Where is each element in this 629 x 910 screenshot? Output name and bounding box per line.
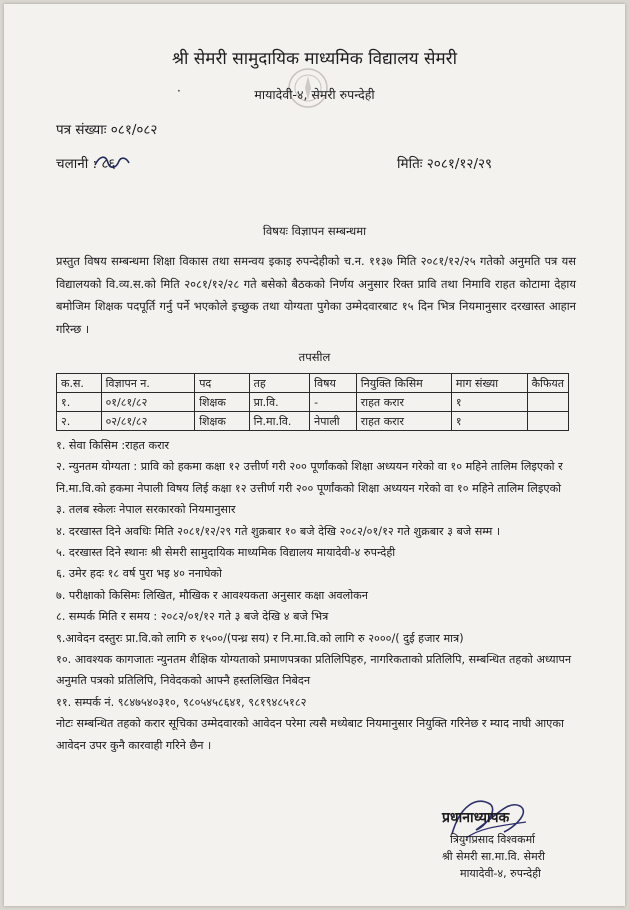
table-cell	[527, 412, 568, 431]
school-name: श्री सेमरी सामुदायिक माध्यमिक विद्यालय सेमरी	[171, 49, 458, 69]
header-sn: क.स.	[57, 374, 102, 393]
condition-item: ८. सम्पर्क मिति र समय : २०८२/०१/१२ गते ३ बजे देखि ४ बजे भित्र	[56, 610, 329, 624]
header-subject: विषय	[310, 374, 357, 393]
table-cell: प्रा.वि.	[249, 393, 310, 412]
body-paragraph: प्रस्तुत विषय सम्बन्धमा शिक्षा विकास तथा समन्वय इकाइ रुपन्देहीको च.न. ११३७ मिति २०८१/१२/२५ गतेको अनुमति पत्र यस विद्यालयको वि.व्य.स.को मिति २०८१/१२/२८ गते बसेको बैठकको निर्णय अनुसार रिक्त प्रावि तथा निमावि राहत कोटामा देहाय बमोजिम शिक्षक पदपूर्ति गर्नु पर्ने भएकोले इच्छुक तथा योग्यता पुगेका उम्मेदवारबाट १५ दिन भित्र नियमानुसार दरखास्त आहान गरिन्छ ।	[56, 254, 576, 336]
subject-line: विषयः विज्ञापन सम्बन्धमा	[262, 224, 367, 238]
table-row	[57, 393, 569, 412]
condition-item: १. सेवा किसिम :राहत करार	[56, 439, 170, 452]
condition-item: ५. दरखास्त दिने स्थानः श्री सेमरी सामुदायिक माध्यमिक विद्यालय मायादेवी-४ रुपन्देही	[56, 546, 396, 560]
header-demand-count: माग संख्या	[451, 374, 527, 393]
table-cell: २.	[57, 412, 102, 431]
condition-item: ४. दरखास्त दिने अवधिः मिति २०८१/१२/२९ गते शुक्रबार १० बजे देखि २०८२/०१/१२ गते शुक्रबार ३ बजे सम्म ।	[56, 524, 501, 538]
table-row	[57, 412, 569, 431]
signature-title: प्रधानाध्यापक	[442, 810, 510, 826]
table-cell: राहत करार	[356, 393, 451, 412]
header-appointment-type: नियुक्ति किसिम	[356, 374, 451, 393]
condition-item: ९.आवेदन दस्तुरः प्रा.वि.को लागि रु १५००/(पन्ध्र सय) र नि.मा.वि.को लागि रु २०००/( दुई हजार मात्र)	[56, 631, 464, 645]
signatory-name: त्रियुगप्रसाद विश्वकर्मा	[450, 833, 536, 846]
table-cell: १.	[57, 393, 102, 412]
table-cell	[527, 393, 568, 412]
table-cell: शिक्षक	[195, 412, 249, 431]
signature-school: श्री सेमरी सा.मा.वि. सेमरी	[442, 850, 546, 863]
dispatch-number: चलानी : ८६	[56, 156, 116, 172]
condition-item: ७. परीक्षाको किसिमः लिखित, मौखिक र आवश्यकता अनुसार कक्षा अवलोकन	[56, 588, 368, 602]
handwritten-mark	[92, 151, 132, 173]
reference-number: पत्र संख्याः ०८१/०८२	[56, 122, 158, 138]
table-cell: -	[310, 393, 357, 412]
condition-item: ३. तलब स्केलः नेपाल सरकारको नियमानुसार	[56, 503, 236, 517]
condition-item: २. न्युनतम योग्यता : प्रावि को हकमा कक्षा १२ उत्तीर्ण गरी २०० पूर्णांकको शिक्षा अध्ययन गरेको वा १० महिने तालिम लिइएको र नि.मा.वि.को हकमा नेपाली विषय लिई कक्षा १२ उत्तीर्ण गरी २०० पूर्णांकको शिक्षा अध्ययन गरेको वा १० महिने तालिम लिइएको	[56, 460, 563, 495]
table-cell: नेपाली	[310, 412, 357, 431]
dot-mark: ·	[177, 84, 181, 98]
table-cell: शिक्षक	[195, 393, 249, 412]
condition-item: ६. उमेर हदः १८ वर्ष पुरा भइ ४० ननाघेको	[56, 567, 222, 581]
table-cell: ०२/८१/८२	[101, 412, 195, 431]
table-cell: ०१/८१/८२	[101, 393, 195, 412]
condition-item: १०. आवश्यक कागजातः न्युनतम शैक्षिक योग्यताको प्रमाणपत्रका प्रतिलिपिहरु, नागरिकताको प्रतिलिपि, सम्बन्धित तहको अध्यापन अनुमति पत्रको प्रतिलिपि, निवेदकको आफ्नै हस्तलिखित निबेदन	[56, 653, 572, 688]
school-address: मायादेवी-४, सेमरी रुपन्देही	[254, 87, 375, 102]
note-paragraph: नोटः सम्बन्धित तहको करार सूचिका उम्मेदवारको आवेदन परेमा त्यसै मध्येबाट नियमानुसार नियुक्ति गरिनेछ र म्याद नाघी आएका आवेदन उपर कुनै कारवाही गरिने छैन ।	[56, 717, 564, 752]
table-cell: १	[451, 412, 527, 431]
details-heading: तपसील	[298, 350, 331, 364]
header-level: तह	[249, 374, 310, 393]
header-ad-no: विज्ञापन न.	[101, 374, 195, 393]
conditions-list	[56, 435, 576, 756]
signature-address: मायादेवी-४, रुपन्देही	[460, 867, 541, 880]
table-cell: नि.मा.वि.	[249, 412, 310, 431]
table-cell: १	[451, 393, 527, 412]
condition-item: ११. सम्पर्क नं. ९८४७५४०३१०, ९८०५४५८६४१, ९८१९४८५१८२	[56, 695, 307, 709]
table-header-row	[57, 374, 569, 393]
header-post: पद	[195, 374, 249, 393]
letter-date: मितिः २०८१/१२/२९	[397, 156, 493, 172]
header-remarks: कैफियत	[527, 374, 568, 393]
letter-page	[4, 4, 625, 906]
table-cell: राहत करार	[356, 412, 451, 431]
vacancy-table	[56, 373, 569, 431]
